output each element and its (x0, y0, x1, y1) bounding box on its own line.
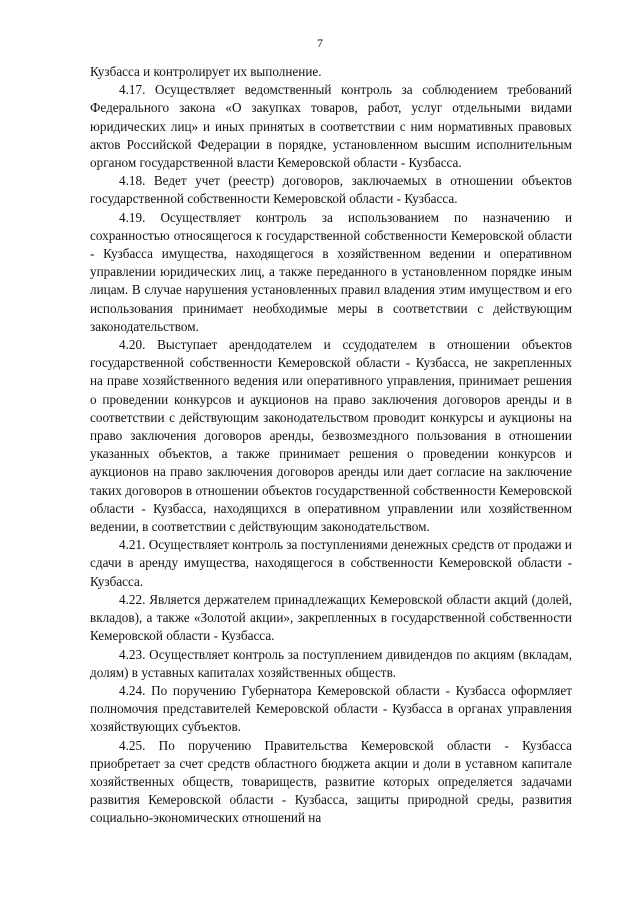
document-body (90, 63, 572, 828)
paragraph-4-23: 4.23. Осуществляет контроль за поступлением дивидендов по акциям (вкладам, долям) в уставных капиталах хозяйственных обществ. (90, 646, 572, 680)
paragraph-4-18: 4.18. Ведет учет (реестр) договоров, заключаемых в отношении объектов государственной собственности Кемеровской области - Кузбасса. (90, 173, 572, 207)
paragraph-4-24: 4.24. По поручению Губернатора Кемеровской области - Кузбасса оформляет полномочия представителей Кемеровской области - Кузбасса в органах управления хозяйствующих субъектов. (90, 682, 572, 735)
paragraph-4-20: 4.20. Выступает арендодателем и ссудодателем в отношении объектов государственной собственности Кемеровской области - Кузбасса, не закрепленных на праве хозяйственного ведения или оперативного управления, принимает решения о проведении конкурсов и аукционов на право заключения договоров аренды и в соответствии с действующим законодательством проводит конкурсы и аукционы на право заключения договоров аренды, безвозмездного пользования в отношении указанных объектов, а также принимает решения о проведении конкурсов и аукционов на право заключения договоров аренды или дает согласие на заключение таких договоров в отношении объектов государственной собственности Кемеровской области - Кузбасса, находящихся в оперативном управлении или хозяйственном ведении, в соответствии с действующим законодательством. (90, 337, 572, 535)
paragraph-4-21: 4.21. Осуществляет контроль за поступлениями денежных средств от продажи и сдачи в аренду имущества, находящегося в собственности Кемеровской области - Кузбасса. (90, 537, 572, 589)
paragraph-4-19: 4.19. Осуществляет контроль за использованием по назначению и сохранностью относящегося к государственной собственности Кемеровской области - Кузбасса имущества, находящегося в хозяйственном ведении и оперативном управлении юридических лиц, а также переданного в установленном порядке иным лицам. В случае нарушения установленных правил владения этим имуществом и его использования принимает необходимые меры в соответствии с действующим законодательством. (90, 209, 572, 334)
paragraph-4-22: 4.22. Является держателем принадлежащих Кемеровской области акций (долей, вкладов), а также «Золотой акции», закрепленных в государственной собственности Кемеровской области - Кузбасса. (90, 591, 572, 644)
page-number: 7 (317, 36, 323, 50)
paragraph-continuation: Кузбасса и контролирует их выполнение. (90, 64, 322, 79)
paragraph-4-25: 4.25. По поручению Правительства Кемеровской области - Кузбасса приобретает за счет средств областного бюджета акции и доли в уставном капитале хозяйственных обществ, товариществ, развитие которых определяется задачами развития Кемеровской области - Кузбасса, защиты природной среды, развития социально-экономических отношений на (90, 737, 572, 826)
paragraph-4-17: 4.17. Осуществляет ведомственный контроль за соблюдением требований Федерального закона «О закупках товаров, работ, услуг отдельными видами юридических лиц» и иных принятых в соответствии с ним нормативных правовых актов Российской Федерации в порядке, установленном высшим исполнительным органом государственной власти Кемеровской области - Кузбасса. (90, 82, 572, 171)
